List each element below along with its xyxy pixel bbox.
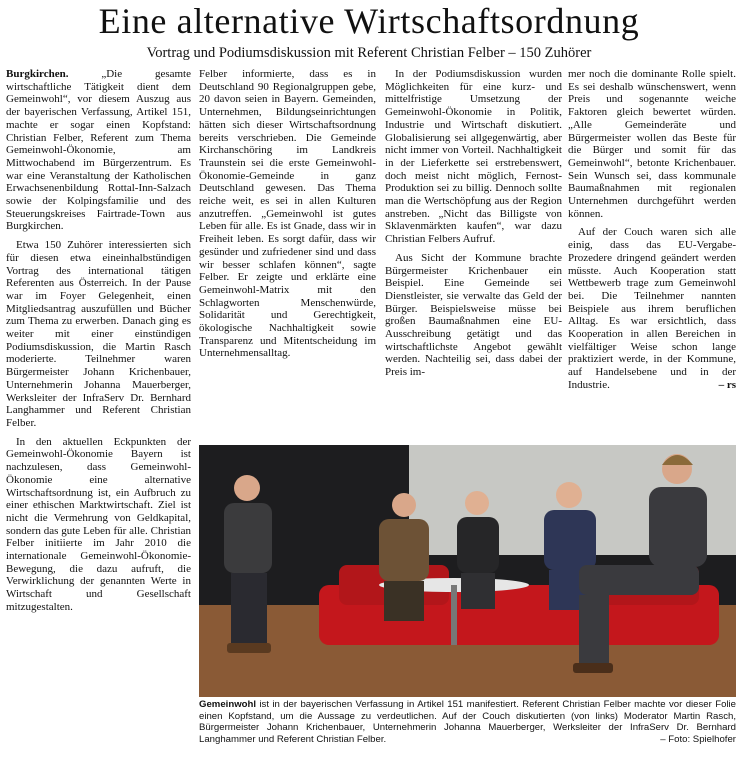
photo-caption bbox=[199, 699, 736, 745]
article-column-2 bbox=[199, 68, 376, 366]
panel-discussion-photo bbox=[199, 445, 736, 697]
article-column-1 bbox=[6, 68, 191, 620]
paragraph-text: „Die gesamte wirtschaftliche Tätigkeit dient dem Gemeinwohl“, vor diesem Auszug aus der bayerischen Verfassung, Artikel 151, machte er sogar einen Kopfstand: Christian Felber, Referent zum Thema Gemeinwohl-Ökonomie, am Mittwochabend im Bürgerzentrum. Es war eine Veranstaltung der Katholischen Erwachsenenbildung Rottal-Inn-Salzach sowie der Kolpingsfamilie und des Steuerungskreises Fairtrade-Town aus Burgkirchen. bbox=[6, 68, 191, 233]
article-paragraph: In der Podiumsdiskussion wurden Möglichkeiten für eine kurz- und mittelfristige Umsetzung der Gemeinwohl-Ökonomie in Politik, Industrie und Wirtschaft diskutiert. Globalisierung sei allgegenwärtig, aber nicht immer von Vorteil. Nachhaltigkeit in der Lieferkette sei erstrebenswert, doch meist nicht möglich, Fernost-Produktion sei zu billig. Dennoch sollte man die Wertschöpfung aus der Region anstreben. „Nicht das Billigste von Sklavenmärkten kaufen“, war dazu Christian Felbers Aufruf. bbox=[385, 68, 562, 246]
article-paragraph: Felber informierte, dass es in Deutschland 90 Regionalgruppen gebe, 20 davon seien in Bayern. Gemeinden, Unternehmen, Bildungseinrichtungen hätten sich dieser Wirtschaftsordnung bereits verschrieben. Die Gemeinde Kirchanschöring im Landkreis Traunstein sei die erste Gemeinwohl-Ökonomie-Gemeinde in ganz Deutschland gewesen. Das Thema reiche weit, es sei in allen Kulturen anzutreffen. „Gemeinwohl ist gutes Leben für alle. Es ist Gnade, dass wir in Freiheit leben. Es sorgt dafür, dass wir gesünder und zufriedener sind und dass wir besser schlafen können“, sagte Felber. Er zeigte und erklärte eine Gemeinwohl-Matrix mit den Schlagworten Menschenwürde, Solidarität und Gerechtigkeit, ökologische Nachhaltigkeit sowie Transparenz und Mitentscheidung im Unternehmensalltag. bbox=[199, 68, 376, 360]
article-paragraph bbox=[568, 226, 736, 391]
photo-credit: – Foto: Spielhofer bbox=[660, 733, 736, 745]
article-paragraph bbox=[6, 68, 191, 233]
headline: Eine alternative Wirtschaftsordnung bbox=[98, 1, 640, 41]
article-paragraph: Aus Sicht der Kommune brachte Bürgermeister Krichenbauer ein Beispiel. Eine Gemeinde sei Dienstleister, sie verwalte das Geld der Bürger. Beispielsweise müsse bei großen Baumaßnahmen eine EU-Ausschreibung getätigt und das wirtschaftlichste Angebot gewählt werden. Nachteilig sei, dass dabei der Preis im- bbox=[385, 251, 562, 379]
article-paragraph: mer noch die dominante Rolle spielt. Es sei deshalb wünschenswert, wenn Preis und sogenannte weiche Faktoren gleich bewertet würden. „Alle Gemeinderäte und Bürgermeister wollen das Beste für die Bürger und somit für das Gemeinwohl“, betonte Krichenbauer. Sein Wunsch sei, dass kommunale Baumaßnahmen mit regionalen Unternehmen durchgeführt werden können. bbox=[568, 68, 736, 220]
subheadline: Vortrag und Podiumsdiskussion mit Referent Christian Felber – 150 Zuhörer bbox=[146, 45, 592, 61]
dateline: Burgkirchen. bbox=[6, 68, 69, 80]
paragraph-text: Auf der Couch waren sich alle einig, dass das EU-Vergabe-Prozedere dringend geändert werden müsste. Auch Kooperation statt Wettbewerb trage zum Gemeinwohl bei. Die Teilnehmer nannten Beispiele aus ihrem beruflichen Alltag. Es war ersichtlich, dass Kooperation in allen Bereichen in vielfältiger Weise schon lange praktiziert werde, in der Kommune, auf Handelsebene und in der Industrie. bbox=[568, 226, 736, 391]
article-paragraph: Etwa 150 Zuhörer interessierten sich für diesen etwa eineinhalbstündigen Vortrag des international tätigen Referenten aus Österreich. In der Pause war im Foyer Gelegenheit, einen Mitgliedsantrag auszufüllen und Bücher zum Thema zu erwerben. Danach ging es weiter mit einer einstündigen Podiumsdiskussion, die Martin Rasch moderierte. Teilnehmer waren Bürgermeister Johann Krichenbauer, Unternehmerin Johanna Mauerberger, Werksleiter der InfraServ Dr. Bernhard Langhammer und Referent Christian Felber. bbox=[6, 239, 191, 429]
article-paragraph: In den aktuellen Eckpunkten der Gemeinwohl-Ökonomie Bayern ist nachzulesen, dass Gemeinwohl-Ökonomie eine alternative Wirtschaftsordnung ist, ein Aufbruch zu einer ethischen Marktwirtschaft. Ziel ist nicht die Vermehrung von Geldkapital, sondern das gute Leben für alle. Christian Felber initiierte im Jahr 2010 die internationale Gemeinwohl-Ökonomie-Bewegung, die dazu aufruft, die Verwirklichung der genannten Werte in Wirtschaft und Gesellschaft mitzugestalten. bbox=[6, 435, 191, 613]
table-leg bbox=[451, 585, 457, 645]
caption-text: ist in der bayerischen Verfassung in Artikel 151 manifestiert. Referent Christian Felber machte vor dieser Folie einen Kopfstand, um die Aussage zu verdeutlichen. Auf der Couch diskutierten (von links) Moderator Martin Rasch, Bürgermeister Johann Krichenbauer, Unternehmerin Johanna Mauerberger, Werksleiter der InfraServ Dr. Bernhard Langhammer und Referent Christian Felber. bbox=[199, 699, 736, 745]
photo-illustration bbox=[199, 445, 736, 697]
article-column-3 bbox=[385, 68, 562, 385]
author-initials: – rs bbox=[718, 378, 736, 391]
article-column-4 bbox=[568, 68, 736, 398]
caption-lead: Gemeinwohl bbox=[199, 699, 257, 710]
